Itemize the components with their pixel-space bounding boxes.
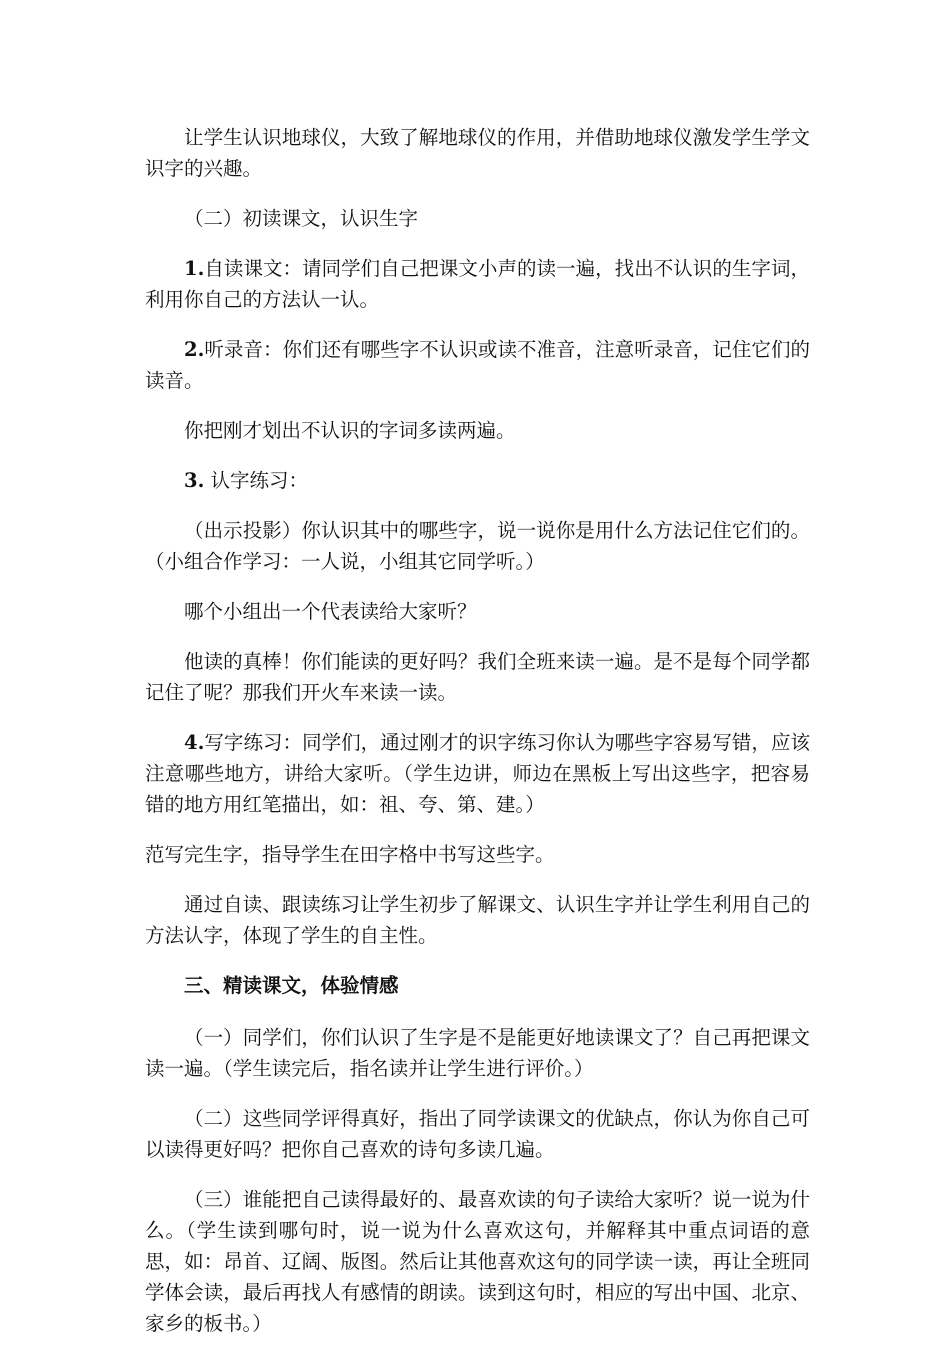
paragraph-part-three: （三）谁能把自己读得最好的、最喜欢读的句子读给大家听？说一说为什么。（学生读到哪句时，说一说为什么喜欢这句，并解释其中重点词语的意思，如：昂首、辽阔、版图。然后让其他喜欢这句的同学读一读，再让全班同学体会读，最后再找人有感情的朗读。读到这句时，相应的写出中国、北京、家乡的板书。） [145,1188,810,1335]
paragraph-projection: （出示投影）你认识其中的哪些字，说一说你是用什么方法记住它们的。（小组合作学习：一人说，小组其它同学听。） [145,519,810,573]
paragraph-part-one: （一）同学们，你们认识了生字是不是能更好地读课文了？自己再把课文读一遍。（学生读完后，指名读并让学生进行评价。） [145,1026,810,1080]
paragraph-group-representative: 哪个小组出一个代表读给大家听？ [184,600,477,623]
step-number: 2. [184,338,205,361]
step-1-self-reading: 1.自读课文：请同学们自己把课文小声的读一遍，找出不认识的生字词，利用你自己的方法认一认。 [145,257,810,311]
step-3-character-practice: 3. 认字练习： [184,469,309,492]
paragraph-self-reading-summary: 通过自读、跟读练习让学生初步了解课文、认识生字并让学生利用自己的方法认字，体现了学生的自主性。 [145,893,810,947]
paragraph-praise: 他读的真棒！你们能读的更好吗？我们全班来读一遍。是不是每个同学都记住了呢？那我们开火车来读一读。 [145,650,810,704]
paragraph-model-writing: 范写完生字，指导学生在田字格中书写这些字。 [145,843,555,866]
paragraph-read-twice: 你把刚才划出不认识的字词多读两遍。 [184,419,516,442]
step-number: 3. [184,469,205,492]
paragraph-part-two: （二）这些同学评得真好，指出了同学读课文的优缺点，你认为你自己可以读得更好吗？把你自己喜欢的诗句多读几遍。 [145,1107,810,1161]
step-number: 4. [184,731,205,754]
section-heading-first-reading: （二）初读课文，认识生字 [184,207,419,230]
step-number: 1. [184,257,205,280]
section-heading-intensive-reading: 三、精读课文，体验情感 [184,974,399,997]
step-2-listen-recording: 2.听录音：你们还有哪些字不认识或读不准音，注意听录音，记住它们的读音。 [145,338,810,392]
step-4-writing-practice: 4.写字练习：同学们，通过刚才的识字练习你认为哪些字容易写错，应该注意哪些地方，讲给大家听。（学生边讲，师边在黑板上写出这些字，把容易错的地方用红笔描出，如：祖、夸、第、建。） [145,731,810,816]
paragraph-globe-intro: 让学生认识地球仪，大致了解地球仪的作用，并借助地球仪激发学生学文识字的兴趣。 [145,126,810,180]
document-body [145,122,810,1358]
